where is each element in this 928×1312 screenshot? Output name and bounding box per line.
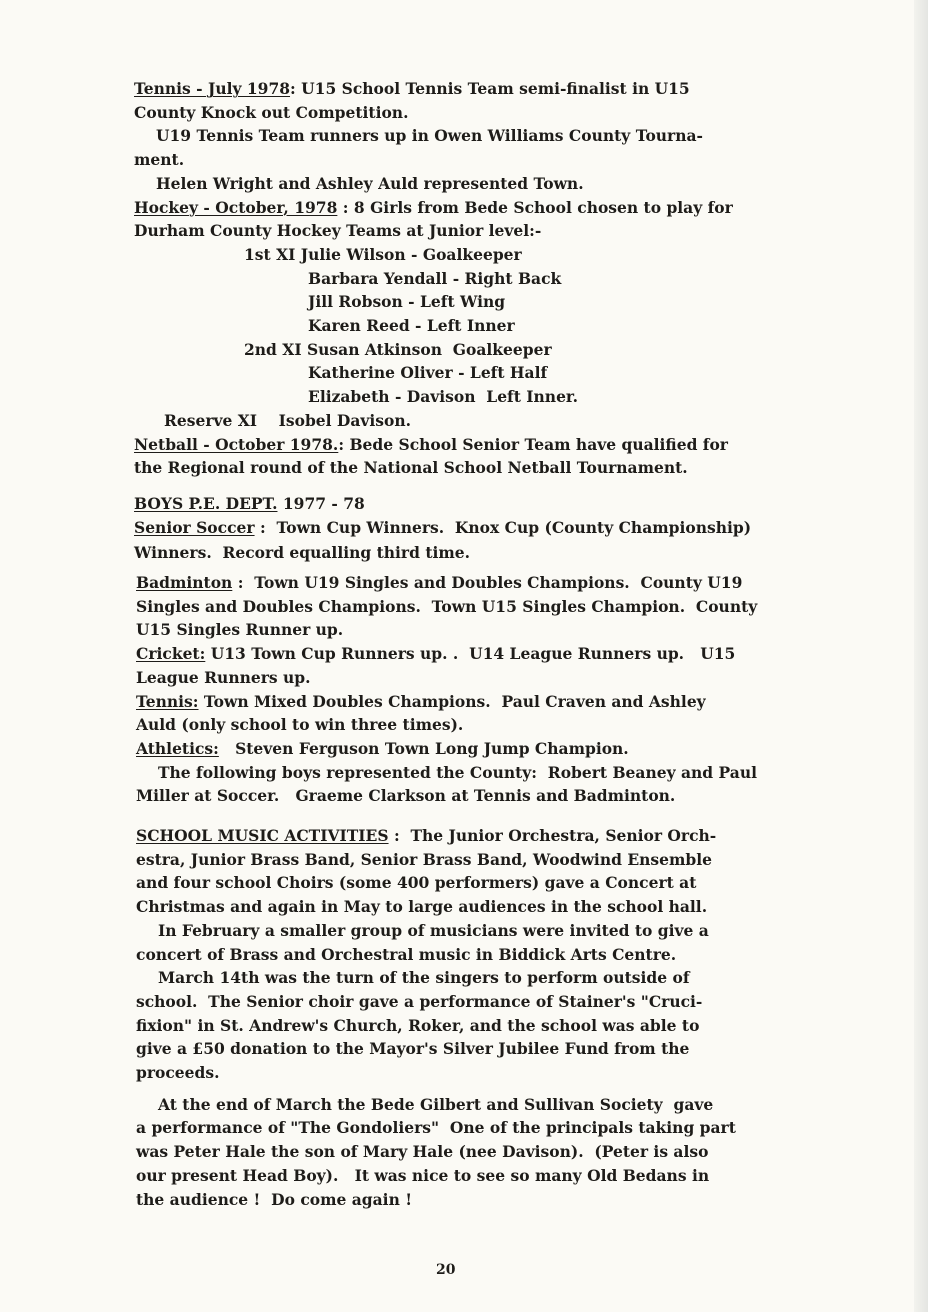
heading-separator: : <box>290 79 302 98</box>
line-text: and four school Choirs (some 400 performers) gave a Concert at <box>136 873 697 893</box>
line-text: Reserve XI Isobel Davison. <box>164 410 412 430</box>
line-text: Karen Reed - Left Inner <box>308 316 515 335</box>
text-line <box>136 738 629 760</box>
line-text: school. The Senior choir gave a performance of Stainer's "Cruci- <box>136 991 703 1011</box>
line-text: Christmas and again in May to large audiences in the school hall. <box>136 897 708 917</box>
text-line <box>136 667 311 689</box>
section-heading: Senior Soccer <box>134 517 255 537</box>
text-line <box>134 542 470 564</box>
line-text: the Regional round of the National School Netball Tournament. <box>134 458 688 478</box>
text-line <box>136 1189 412 1211</box>
line-text: Auld (only school to win three times). <box>136 715 464 735</box>
line-text: At the end of March the Bede Gilbert and Sullivan Society gave <box>158 1094 714 1114</box>
text-line <box>134 149 184 171</box>
text-line <box>136 714 463 736</box>
text-line <box>134 315 515 337</box>
text-line <box>136 991 702 1013</box>
text-line <box>136 691 706 713</box>
text-line <box>136 1062 219 1084</box>
line-text: Helen Wright and Ashley Auld represented Town. <box>156 173 584 193</box>
line-text: Winners. Record equalling third time. <box>134 543 471 563</box>
text-line <box>134 434 728 456</box>
heading-separator <box>219 739 235 758</box>
line-text: our present Head Boy). It was nice to see so many Old Bedans in <box>136 1165 710 1185</box>
section-heading: SCHOOL MUSIC ACTIVITIES <box>136 826 389 845</box>
text-line <box>136 1094 713 1116</box>
line-text: Jill Robson - Left Wing <box>308 292 506 312</box>
line-text: ment. <box>134 150 185 170</box>
text-line <box>134 220 541 242</box>
line-text: Singles and Doubles Champions. Town U15 Singles Champion. County <box>136 596 758 616</box>
line-text: give a £50 donation to the Mayor's Silver Jubilee Fund from the <box>136 1039 690 1059</box>
text-line <box>136 762 757 784</box>
text-line <box>136 944 676 966</box>
text-line <box>136 825 716 847</box>
line-text: County Knock out Competition. <box>134 102 409 122</box>
text-line <box>134 410 411 432</box>
line-text: U15 Singles Runner up. <box>136 620 344 640</box>
section-heading: Badminton <box>136 573 233 592</box>
section-heading: BOYS P.E. DEPT. <box>134 493 278 513</box>
line-text: Miller at Soccer. Graeme Clarkson at Tennis and Badminton. <box>136 786 676 806</box>
text-line <box>136 849 712 871</box>
text-line <box>134 197 733 219</box>
line-text: In February a smaller group of musicians were invited to give a <box>158 920 709 940</box>
text-line <box>134 362 547 384</box>
line-text: The following boys represented the County: Robert Beaney and Paul <box>158 762 757 782</box>
section-heading: Athletics: <box>136 738 219 758</box>
section-heading: Hockey - October, 1978 <box>134 197 338 217</box>
line-text: 1977 - 78 <box>282 493 365 513</box>
section-heading: Netball - October 1978. <box>134 434 339 454</box>
line-text: Steven Ferguson Town Long Jump Champion. <box>235 738 629 758</box>
line-text: Elizabeth - Davison Left Inner. <box>308 387 579 407</box>
line-text: the audience ! Do come again ! <box>136 1189 413 1209</box>
line-text: a performance of "The Gondoliers" One of the principals taking part <box>136 1118 736 1138</box>
text-line <box>136 896 707 918</box>
line-text: concert of Brass and Orchestral music in Biddick Arts Centre. <box>136 944 677 964</box>
line-text: The Junior Orchestra, Senior Orch- <box>410 826 717 845</box>
line-text: estra, Junior Brass Band, Senior Brass Band, Woodwind Ensemble <box>136 849 712 869</box>
line-text: fixion" in St. Andrew's Church, Roker, and the school was able to <box>136 1015 700 1035</box>
text-line <box>134 291 505 313</box>
line-text: Town Cup Winners. Knox Cup (County Championship) <box>276 517 752 537</box>
line-text: proceeds. <box>136 1063 220 1082</box>
line-text: U19 Tennis Team runners up in Owen Williams County Tourna- <box>156 126 703 146</box>
heading-separator: : <box>232 573 255 592</box>
line-text: 1st XI Julie Wilson - Goalkeeper <box>244 244 522 264</box>
section-heading: Cricket: <box>136 644 206 664</box>
text-line <box>136 920 709 942</box>
line-text: U15 School Tennis Team semi-finalist in U15 <box>301 79 690 98</box>
text-line <box>136 1117 736 1139</box>
line-text: was Peter Hale the son of Mary Hale (nee Davison). (Peter is also <box>136 1142 709 1162</box>
page-edge <box>914 0 928 1312</box>
heading-separator: : <box>254 517 277 537</box>
text-line <box>134 78 690 100</box>
line-text: Town Mixed Doubles Champions. Paul Craven and Ashley <box>203 691 706 711</box>
line-text: 2nd XI Susan Atkinson Goalkeeper <box>244 339 552 359</box>
line-text: U13 Town Cup Runners up. . U14 League Runners up. U15 <box>210 644 736 664</box>
text-line <box>134 493 365 515</box>
line-text: League Runners up. <box>136 667 311 687</box>
text-line <box>136 1165 709 1187</box>
line-text: Bede School Senior Team have qualified for <box>349 434 728 454</box>
text-line <box>134 457 688 479</box>
line-text: 8 Girls from Bede School chosen to play for <box>353 197 733 217</box>
text-line <box>134 268 561 290</box>
text-line <box>134 386 578 408</box>
section-heading: Tennis: <box>136 691 199 711</box>
text-line <box>136 785 675 807</box>
text-line <box>134 125 703 147</box>
text-line <box>134 173 584 195</box>
text-line <box>136 1038 689 1060</box>
section-heading: Tennis - July 1978 <box>134 79 291 98</box>
text-line <box>136 619 343 641</box>
line-text: March 14th was the turn of the singers to perform outside of <box>158 968 690 988</box>
line-text: Barbara Yendall - Right Back <box>308 268 562 288</box>
text-line <box>136 572 742 594</box>
text-line <box>136 1141 708 1163</box>
text-line <box>134 102 408 124</box>
text-line <box>134 517 751 539</box>
text-line <box>134 339 552 361</box>
text-line <box>134 244 522 266</box>
text-line <box>136 872 696 894</box>
line-text: Katherine Oliver - Left Half <box>308 363 548 383</box>
line-text: Durham County Hockey Teams at Junior level:- <box>134 221 542 241</box>
heading-separator: : <box>338 434 350 454</box>
text-line <box>136 967 690 989</box>
heading-separator: : <box>388 826 411 845</box>
line-text: Town U19 Singles and Doubles Champions. County U19 <box>254 573 743 592</box>
text-line <box>136 643 735 665</box>
page-number: 20 <box>436 1262 456 1278</box>
heading-separator: : <box>337 197 354 217</box>
text-line <box>136 1015 699 1037</box>
text-line <box>136 596 757 618</box>
